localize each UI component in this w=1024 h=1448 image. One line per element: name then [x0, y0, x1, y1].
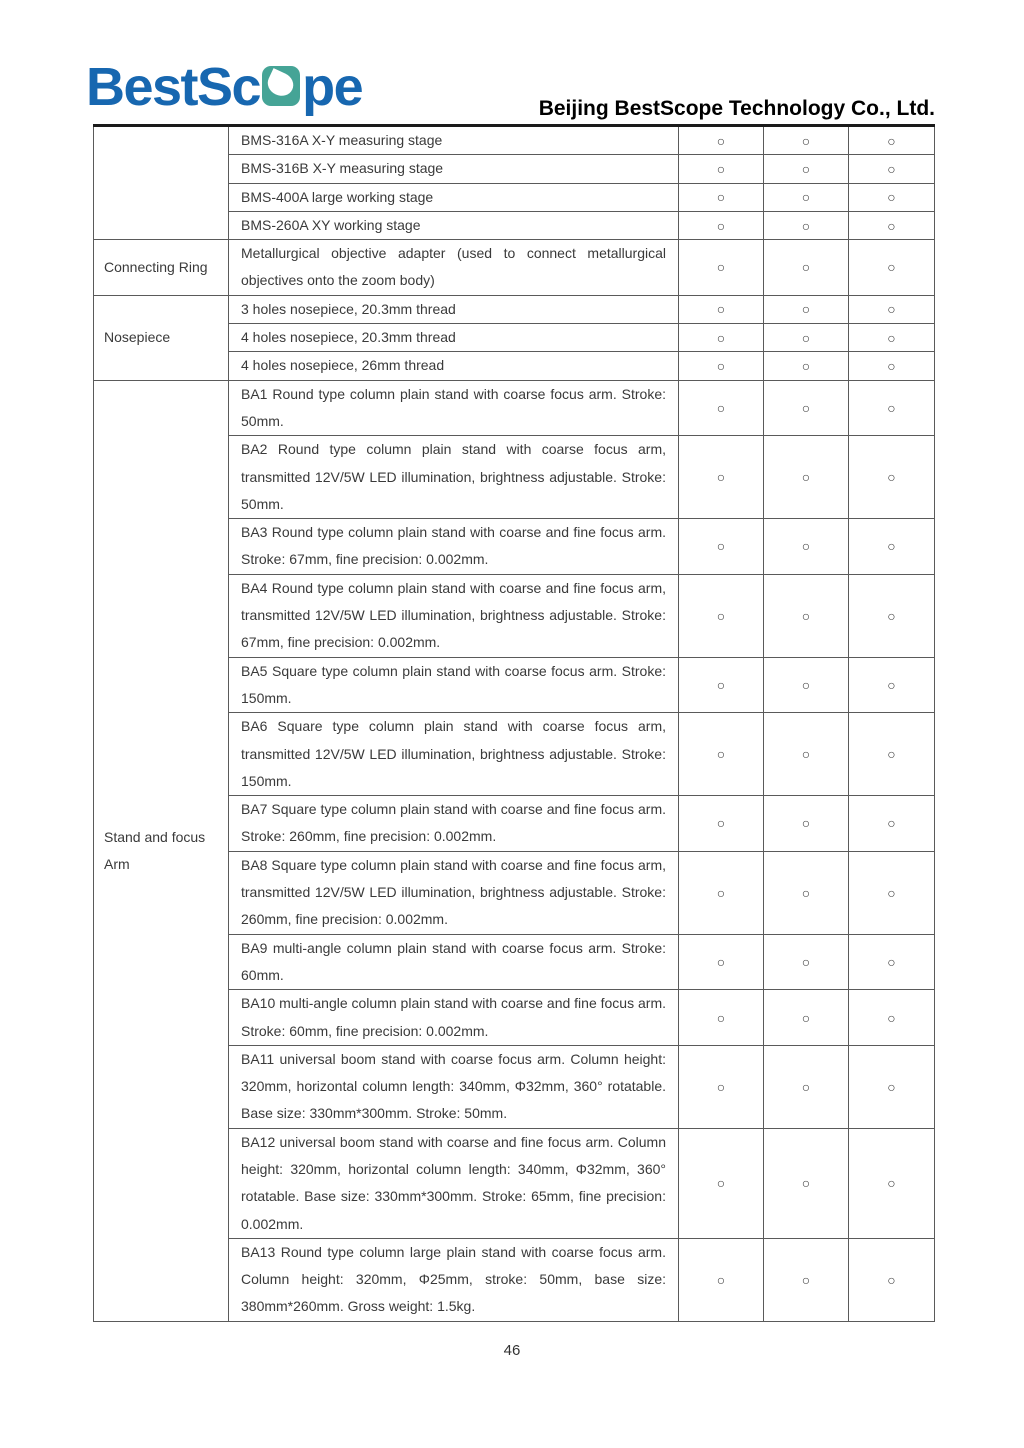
- availability-mark: ○: [679, 990, 764, 1046]
- availability-mark: ○: [679, 1238, 764, 1321]
- availability-mark: ○: [849, 796, 935, 852]
- availability-mark: ○: [679, 713, 764, 796]
- availability-mark: ○: [849, 211, 935, 239]
- availability-mark: ○: [849, 574, 935, 657]
- availability-mark: ○: [849, 713, 935, 796]
- item-description: BMS-316B X-Y measuring stage: [229, 155, 679, 183]
- item-description: 4 holes nosepiece, 20.3mm thread: [229, 324, 679, 352]
- availability-mark: ○: [849, 126, 935, 155]
- availability-mark: ○: [679, 155, 764, 183]
- group-label: [94, 126, 229, 240]
- item-description: BA3 Round type column plain stand with coarse and fine focus arm. Stroke: 67mm, fine precision: 0.002mm.: [229, 519, 679, 575]
- item-description: BA13 Round type column large plain stand with coarse focus arm. Column height: 320mm, Φ25mm, stroke: 50mm, base size: 380mm*260mm. Gross weight: 1.5kg.: [229, 1238, 679, 1321]
- availability-mark: ○: [764, 352, 849, 380]
- logo-drop-icon: [264, 68, 297, 100]
- availability-mark: ○: [764, 1045, 849, 1128]
- item-description: BA12 universal boom stand with coarse and fine focus arm. Column height: 320mm, horizontal column length: 340mm, Φ32mm, 360° rotatable. Base size: 330mm*300mm. Stroke: 65mm, fine precision: 0.002mm.: [229, 1128, 679, 1238]
- availability-mark: ○: [764, 1128, 849, 1238]
- availability-mark: ○: [849, 183, 935, 211]
- item-description: Metallurgical objective adapter (used to connect metallurgical objectives onto the zoom body): [229, 240, 679, 296]
- table-row: [94, 126, 935, 155]
- availability-mark: ○: [764, 1238, 849, 1321]
- availability-mark: ○: [679, 1045, 764, 1128]
- availability-mark: ○: [764, 436, 849, 519]
- availability-mark: ○: [849, 436, 935, 519]
- item-description: BA7 Square type column plain stand with coarse and fine focus arm. Stroke: 260mm, fine precision: 0.002mm.: [229, 796, 679, 852]
- availability-mark: ○: [849, 155, 935, 183]
- availability-mark: ○: [679, 380, 764, 436]
- item-description: BA1 Round type column plain stand with coarse focus arm. Stroke: 50mm.: [229, 380, 679, 436]
- availability-mark: ○: [679, 796, 764, 852]
- table-row: [94, 240, 935, 296]
- table-row: [94, 380, 935, 436]
- company-name: Beijing BestScope Technology Co., Ltd.: [538, 97, 935, 120]
- availability-mark: ○: [679, 851, 764, 934]
- availability-mark: ○: [679, 657, 764, 713]
- availability-mark: ○: [849, 352, 935, 380]
- item-description: BA4 Round type column plain stand with coarse and fine focus arm, transmitted 12V/5W LED illumination, brightness adjustable. Stroke: 67mm, fine precision: 0.002mm.: [229, 574, 679, 657]
- availability-mark: ○: [764, 657, 849, 713]
- availability-mark: ○: [679, 295, 764, 323]
- availability-mark: ○: [764, 380, 849, 436]
- availability-mark: ○: [764, 796, 849, 852]
- availability-mark: ○: [764, 713, 849, 796]
- availability-mark: ○: [679, 324, 764, 352]
- availability-mark: ○: [849, 1045, 935, 1128]
- item-description: BMS-260A XY working stage: [229, 211, 679, 239]
- availability-mark: ○: [849, 851, 935, 934]
- availability-mark: ○: [764, 934, 849, 990]
- availability-mark: ○: [679, 183, 764, 211]
- group-label: Connecting Ring: [94, 240, 229, 296]
- availability-mark: ○: [849, 240, 935, 296]
- availability-mark: ○: [679, 352, 764, 380]
- availability-mark: ○: [679, 211, 764, 239]
- item-description: 4 holes nosepiece, 26mm thread: [229, 352, 679, 380]
- availability-mark: ○: [764, 155, 849, 183]
- group-label: Stand and focus Arm: [94, 380, 229, 1321]
- availability-mark: ○: [849, 324, 935, 352]
- page-number: 46: [503, 1342, 521, 1359]
- availability-mark: ○: [849, 295, 935, 323]
- item-description: BA2 Round type column plain stand with coarse focus arm, transmitted 12V/5W LED illumination, brightness adjustable. Stroke: 50mm.: [229, 436, 679, 519]
- item-description: BA6 Square type column plain stand with coarse focus arm, transmitted 12V/5W LED illumination, brightness adjustable. Stroke: 150mm.: [229, 713, 679, 796]
- item-description: BA11 universal boom stand with coarse focus arm. Column height: 320mm, horizontal column length: 340mm, Φ32mm, 360° rotatable. Base size: 330mm*300mm. Stroke: 50mm.: [229, 1045, 679, 1128]
- item-description: BA10 multi-angle column plain stand with coarse and fine focus arm. Stroke: 60mm, fine precision: 0.002mm.: [229, 990, 679, 1046]
- group-label: Nosepiece: [94, 295, 229, 380]
- availability-mark: ○: [764, 851, 849, 934]
- item-description: BMS-400A large working stage: [229, 183, 679, 211]
- spec-table-body: [94, 126, 935, 1322]
- availability-mark: ○: [849, 990, 935, 1046]
- availability-mark: ○: [849, 1128, 935, 1238]
- availability-mark: ○: [679, 436, 764, 519]
- availability-mark: ○: [849, 1238, 935, 1321]
- item-description: BMS-316A X-Y measuring stage: [229, 126, 679, 155]
- bestscope-logo: [86, 58, 362, 116]
- availability-mark: ○: [764, 519, 849, 575]
- logo-text-before: BestSc: [86, 57, 261, 117]
- availability-mark: ○: [764, 324, 849, 352]
- availability-mark: ○: [849, 519, 935, 575]
- accessories-spec-table: [93, 124, 935, 1322]
- availability-mark: ○: [764, 574, 849, 657]
- availability-mark: ○: [679, 934, 764, 990]
- availability-mark: ○: [849, 657, 935, 713]
- item-description: BA8 Square type column plain stand with coarse and fine focus arm, transmitted 12V/5W LED illumination, brightness adjustable. Stroke: 260mm, fine precision: 0.002mm.: [229, 851, 679, 934]
- table-row: [94, 295, 935, 323]
- item-description: BA9 multi-angle column plain stand with coarse focus arm. Stroke: 60mm.: [229, 934, 679, 990]
- availability-mark: ○: [679, 519, 764, 575]
- availability-mark: ○: [764, 183, 849, 211]
- availability-mark: ○: [764, 295, 849, 323]
- logo-text-after: pe: [302, 57, 363, 117]
- availability-mark: ○: [679, 1128, 764, 1238]
- logo-o-icon: [262, 66, 300, 106]
- availability-mark: ○: [679, 240, 764, 296]
- availability-mark: ○: [849, 380, 935, 436]
- item-description: 3 holes nosepiece, 20.3mm thread: [229, 295, 679, 323]
- availability-mark: ○: [764, 240, 849, 296]
- availability-mark: ○: [679, 126, 764, 155]
- availability-mark: ○: [764, 211, 849, 239]
- availability-mark: ○: [679, 574, 764, 657]
- availability-mark: ○: [764, 126, 849, 155]
- availability-mark: ○: [849, 934, 935, 990]
- availability-mark: ○: [764, 990, 849, 1046]
- item-description: BA5 Square type column plain stand with coarse focus arm. Stroke: 150mm.: [229, 657, 679, 713]
